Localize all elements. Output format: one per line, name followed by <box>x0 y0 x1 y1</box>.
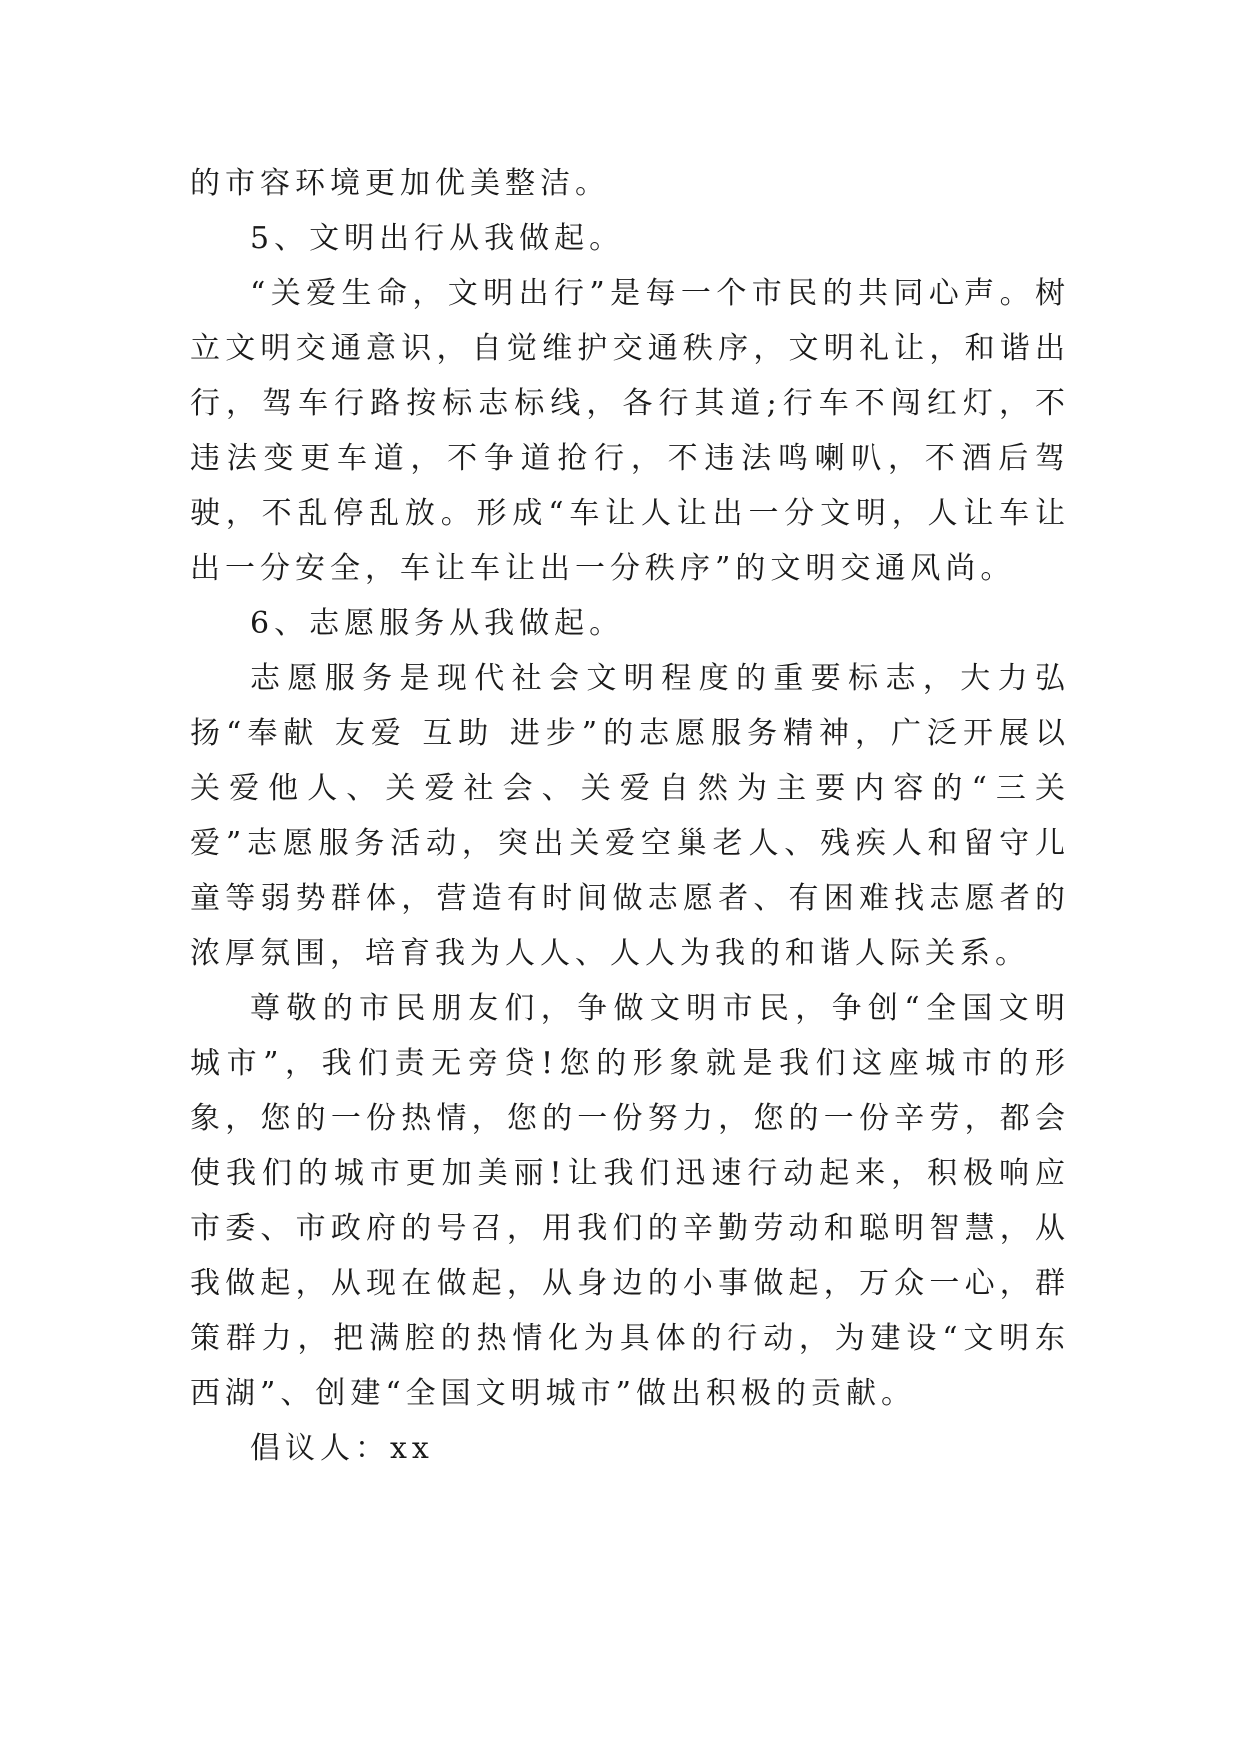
signature-line: 倡议人：xx <box>250 1431 434 1466</box>
paragraph-continuation: 的市容环境更加优美整洁。 <box>190 166 610 201</box>
document-body <box>190 156 1070 1476</box>
paragraph-civilized-travel: “关爱生命，文明出行”是每一个市民的共同心声。树立文明交通意识，自觉维护交通秩序，文明礼让，和谐出行，驾车行路按标志标线，各行其道;行车不闯红灯，不违法变更车道，不争道抢行，不违法鸣喇叭，不酒后驾驶，不乱停乱放。形成“车让人让出一分文明，人让车让出一分安全，车让车让出一分秩序”的文明交通风尚。 <box>190 276 1070 586</box>
paragraph-appeal: 尊敬的市民朋友们，争做文明市民，争创“全国文明城市”，我们责无旁贷!您的形象就是我们这座城市的形象，您的一份热情，您的一份努力，您的一份辛劳，都会使我们的城市更加美丽!让我们迅速行动起来，积极响应市委、市政府的号召，用我们的辛勤劳动和聪明智慧，从我做起，从现在做起，从身边的小事做起，万众一心，群策群力，把满腔的热情化为具体的行动，为建设“文明东西湖”、创建“全国文明城市”做出积极的贡献。 <box>190 991 1070 1411</box>
section-heading-5: 5、文明出行从我做起。 <box>250 221 625 256</box>
paragraph-volunteer-service: 志愿服务是现代社会文明程度的重要标志，大力弘扬“奉献 友爱 互助 进步”的志愿服务精神，广泛开展以关爱他人、关爱社会、关爱自然为主要内容的“三关爱”志愿服务活动，突出关爱空巢老人、残疾人和留守儿童等弱势群体，营造有时间做志愿者、有困难找志愿者的浓厚氛围，培育我为人人、人人为我的和谐人际关系。 <box>190 661 1070 971</box>
section-heading-6: 6、志愿服务从我做起。 <box>250 606 625 641</box>
